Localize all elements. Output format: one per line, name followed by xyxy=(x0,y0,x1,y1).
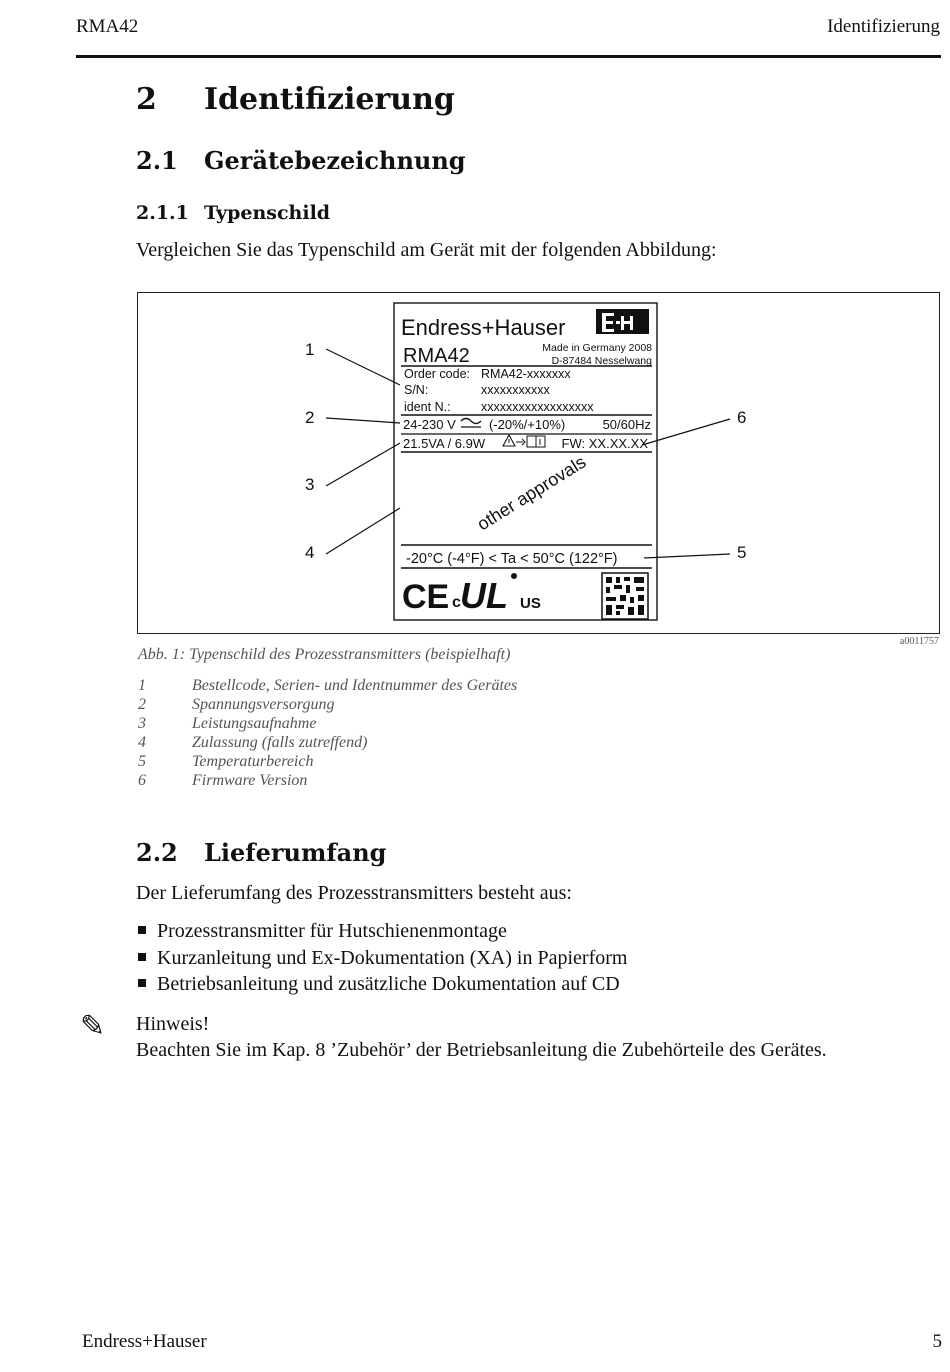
figure-frame xyxy=(137,292,940,634)
section-title: Gerätebezeichnung xyxy=(204,146,466,175)
note-text: Beachten Sie im Kap. 8 ’Zubehör’ der Betriebsanleitung die Zubehörteile des Gerätes. xyxy=(136,1039,827,1061)
ul-us-text: US xyxy=(520,595,541,612)
sn-value: xxxxxxxxxxx xyxy=(481,383,550,397)
page-number: 5 xyxy=(932,1331,942,1352)
legend-text: Leistungsaufnahme xyxy=(192,715,317,732)
chapter-title: Identifizierung xyxy=(204,82,455,117)
legend-text: Zulassung (falls zutreffend) xyxy=(192,734,368,751)
bullet xyxy=(138,953,146,961)
eh-logo xyxy=(596,309,649,334)
power-text: 21.5VA / 6.9W xyxy=(403,436,486,451)
section-heading-2-1 xyxy=(136,146,466,175)
order-code-value: RMA42-xxxxxxx xyxy=(481,367,571,381)
legend-text: Temperaturbereich xyxy=(192,753,314,770)
subsection-title: Typenschild xyxy=(204,202,331,224)
legend-text: Spannungsversorgung xyxy=(192,696,335,713)
nameplate-figure xyxy=(138,293,938,632)
chapter-number: 2 xyxy=(136,82,157,117)
legend-number: 1 xyxy=(138,677,146,694)
delivery-intro: Der Lieferumfang des Prozesstransmitters besteht aus: xyxy=(136,882,572,904)
legend-text: Bestellcode, Serien- und Identnummer des Gerätes xyxy=(192,677,518,694)
order-code-label: Order code: xyxy=(404,367,471,381)
note-title: Hinweis! xyxy=(136,1013,210,1035)
delivery-item-text: Prozesstransmitter für Hutschienenmontage xyxy=(157,920,507,942)
callout-5: 5 xyxy=(737,543,747,562)
pencil-icon: ✎ xyxy=(80,1010,106,1043)
figure-id: a0011757 xyxy=(899,636,939,647)
voltage-tolerance-text: (-20%/+10%) xyxy=(489,417,566,432)
header-rule xyxy=(76,55,941,58)
ce-mark: CE xyxy=(402,578,450,616)
intro-paragraph: Vergleichen Sie das Typenschild am Gerät mit der folgenden Abbildung: xyxy=(136,239,717,261)
legend-text: Firmware Version xyxy=(192,772,308,789)
legend-number: 2 xyxy=(138,696,146,713)
delivery-item-text: Kurzanleitung und Ex-Dokumentation (XA) in Papierform xyxy=(157,947,628,969)
legend-number: 5 xyxy=(138,753,146,770)
section-number: 2.1 xyxy=(136,146,178,175)
callout-2: 2 xyxy=(305,408,315,427)
legend-number: 3 xyxy=(138,715,146,732)
address-text: D-87484 Nesselwang xyxy=(551,355,652,367)
delivery-list-item xyxy=(138,920,507,943)
legend-number: 6 xyxy=(138,772,146,789)
ul-mark-text: UL xyxy=(460,575,508,616)
sn-label: S/N: xyxy=(404,383,429,397)
callout-1: 1 xyxy=(305,340,315,359)
voltage-text: 24-230 V xyxy=(403,417,456,432)
callout-3: 3 xyxy=(305,475,315,494)
chapter-heading xyxy=(136,82,455,117)
figure-caption: Abb. 1: Typenschild des Prozesstransmitters (beispielhaft) xyxy=(138,646,511,663)
section-title: Lieferumfang xyxy=(204,838,387,867)
subsection-number: 2.1.1 xyxy=(136,202,189,224)
firmware-text: FW: XX.XX.XX xyxy=(561,436,648,451)
ul-c-text: c xyxy=(452,594,461,611)
subsection-heading-2-1-1 xyxy=(136,202,330,224)
section-heading-2-2 xyxy=(136,838,386,867)
callout-4: 4 xyxy=(305,543,315,562)
callout-6: 6 xyxy=(737,408,747,427)
temperature-text: -20°C (-4°F) < Ta < 50°C (122°F) xyxy=(406,551,618,567)
frequency-text: 50/60Hz xyxy=(602,417,651,432)
legend-number: 4 xyxy=(138,734,146,751)
bullet xyxy=(138,979,146,987)
bullet xyxy=(138,926,146,934)
running-header-left: RMA42 xyxy=(76,16,139,37)
datamatrix-code xyxy=(602,573,648,619)
delivery-item-text: Betriebsanleitung und zusätzliche Dokumentation auf CD xyxy=(157,973,620,995)
made-in-text: Made in Germany 2008 xyxy=(542,342,652,354)
model-text: RMA42 xyxy=(403,345,470,367)
approvals-text: other approvals xyxy=(473,451,590,535)
ident-value: xxxxxxxxxxxxxxxxxx xyxy=(481,400,594,414)
footer-brand: Endress+Hauser xyxy=(82,1331,207,1352)
section-number: 2.2 xyxy=(136,838,178,867)
delivery-list-item xyxy=(138,973,620,996)
running-header-right: Identifizierung xyxy=(827,16,940,37)
delivery-list-item xyxy=(138,947,627,970)
ident-label: ident N.: xyxy=(404,400,451,414)
brand-text: Endress+Hauser xyxy=(401,315,566,340)
